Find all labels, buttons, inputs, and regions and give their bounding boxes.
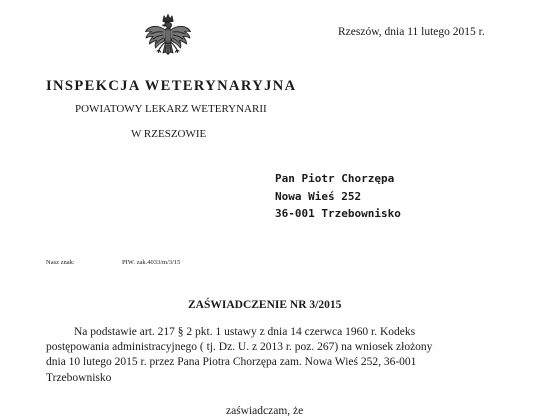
organization-location: W RZESZOWIE (131, 128, 207, 140)
recipient-name: Pan Piotr Chorzępa (275, 172, 395, 185)
body-line: dnia 10 lutego 2015 r. przez Pana Piotra Chorzępa zam. Nowa Wieś 252, 36-001 (46, 356, 417, 369)
body-line: postępowania administracyjnego ( tj. Dz. U. z 2013 r. poz. 267) na wniosek złożony (46, 341, 433, 354)
reference-number: PIW. zak.4033/m/3/15 (122, 259, 181, 266)
certification-phrase: zaświadczam, że (226, 405, 304, 417)
certificate-body (46, 325, 508, 386)
body-line: Na podstawie art. 217 § 2 pkt. 1 ustawy z dnia 14 czerwca 1960 r. Kodeks (74, 326, 416, 338)
polish-eagle-emblem-icon (143, 12, 193, 74)
recipient-address-block (275, 170, 401, 223)
organization-subtitle: POWIATOWY LEKARZ WETERYNARII (75, 103, 267, 115)
organization-name: INSPEKCJA WETERYNARYJNA (46, 78, 297, 94)
reference-label: Nasz znak: (46, 259, 75, 266)
certificate-title: ZAŚWIADCZENIE NR 3/2015 (188, 299, 342, 311)
recipient-postal-city: 36-001 Trzebownisko (275, 207, 401, 220)
body-line: Trzebownisko (46, 371, 112, 384)
recipient-street: Nowa Wieś 252 (275, 189, 362, 203)
document-date: Rzeszów, dnia 11 lutego 2015 r. (338, 26, 485, 38)
